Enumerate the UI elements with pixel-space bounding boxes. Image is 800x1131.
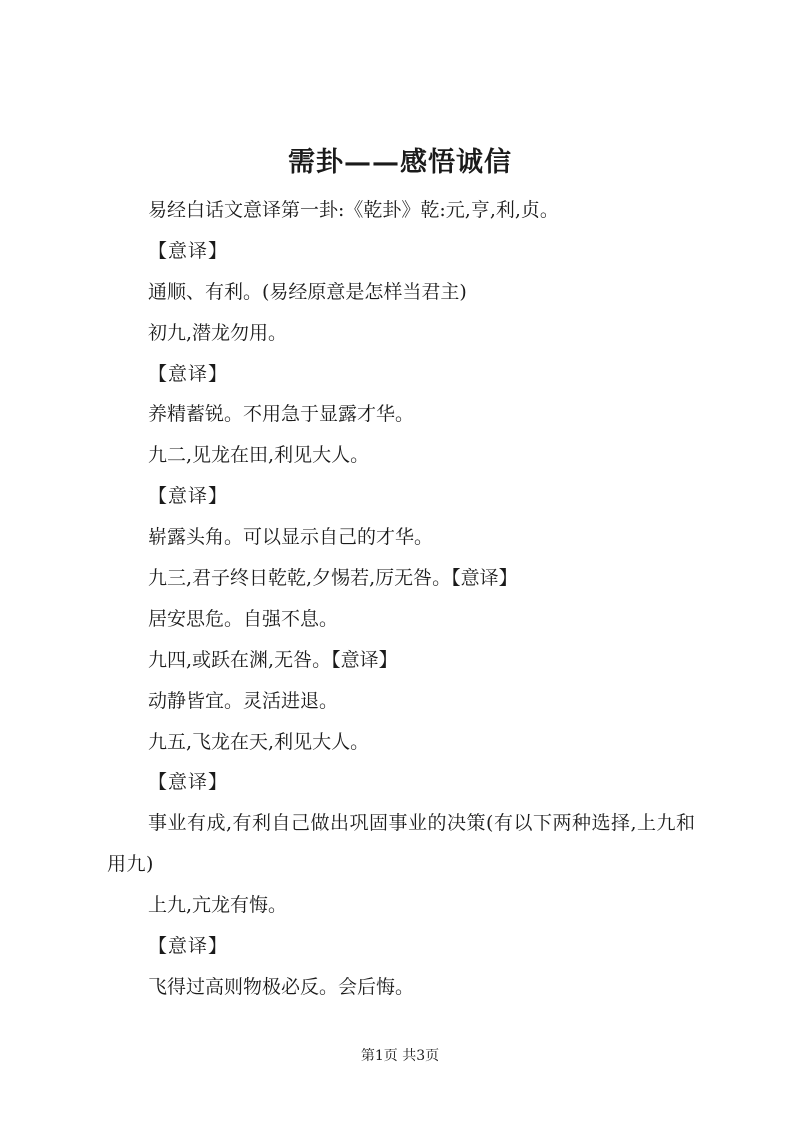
text-line: 初九,潜龙勿用。 xyxy=(148,321,288,344)
text-line: 【意译】 xyxy=(148,239,229,262)
text-line: 居安思危。自强不息。 xyxy=(148,607,339,630)
wrapped-paragraph: 事业有成,有利自己做出巩固事业的决策(有以下两种选择,上九和用九) xyxy=(107,812,696,876)
text-line: 上九,亢龙有悔。 xyxy=(148,894,288,917)
text-line: 飞得过高则物极必反。会后悔。 xyxy=(148,975,415,998)
text-line: 通顺、有利。(易经原意是怎样当君主) xyxy=(148,280,467,303)
text-line: 【意译】 xyxy=(148,485,229,508)
text-line: 九二,见龙在田,利见大人。 xyxy=(148,444,370,467)
text-line: 崭露头角。可以显示自己的才华。 xyxy=(148,526,434,549)
text-line: 九五,飞龙在天,利见大人。 xyxy=(148,730,370,753)
page-footer: 第1页 共3页 xyxy=(360,1048,440,1064)
text-line: 【意译】 xyxy=(148,362,229,385)
document-body xyxy=(107,190,707,1008)
text-line: 【意译】 xyxy=(148,935,229,958)
document-title: 需卦——感悟诚信 xyxy=(288,147,512,178)
text-line: 易经白话文意译第一卦:《乾卦》乾:元,亨,利,贞。 xyxy=(148,199,559,221)
text-line: 九三,君子终日乾乾,夕惕若,厉无咎。【意译】 xyxy=(148,567,518,590)
text-line: 九四,或跃在渊,无咎。【意译】 xyxy=(148,648,398,671)
text-line: 【意译】 xyxy=(148,771,229,794)
text-line: 养精蓄锐。不用急于显露才华。 xyxy=(148,403,415,426)
text-line: 动静皆宜。灵活进退。 xyxy=(148,689,339,712)
